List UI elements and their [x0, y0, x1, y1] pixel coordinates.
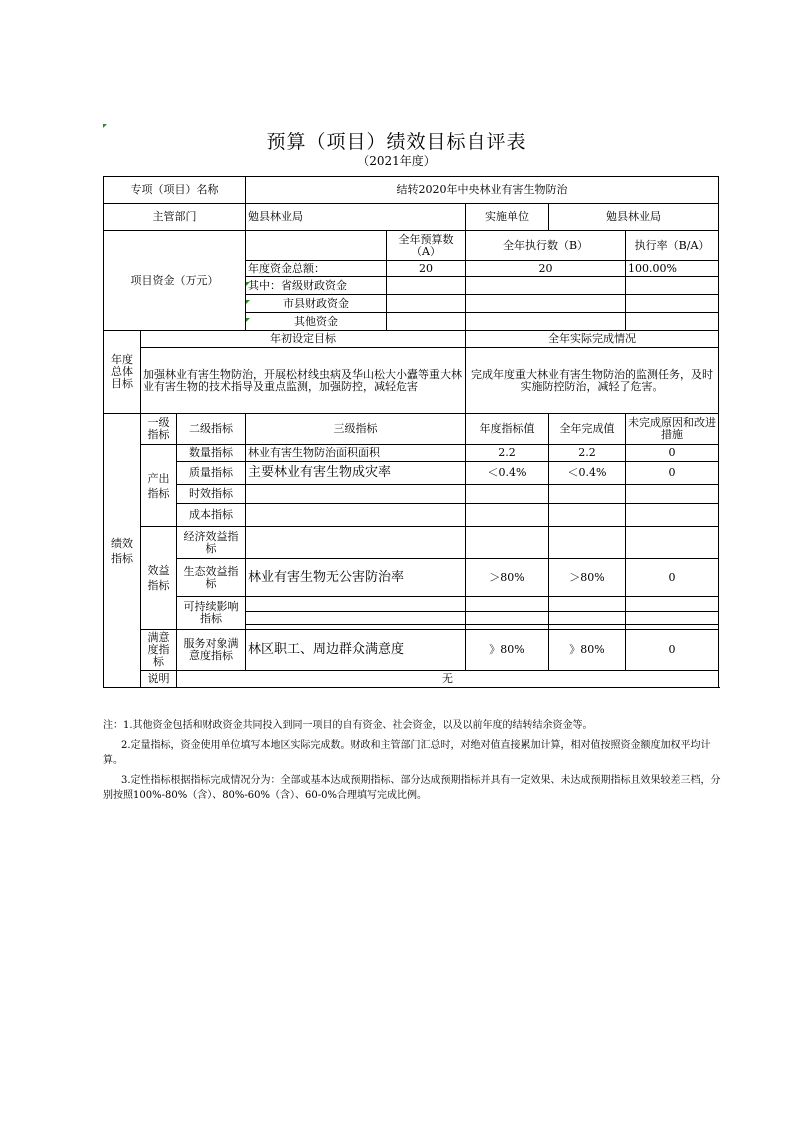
- empty-cell: [466, 277, 626, 295]
- ecological-reason: 0: [626, 559, 719, 597]
- dept-label: 主管部门: [104, 204, 246, 231]
- empty-cell: [387, 313, 466, 331]
- empty-cell: [549, 597, 626, 612]
- empty-cell: [626, 295, 719, 313]
- initial-goal-header: 年初设定目标: [141, 331, 466, 348]
- exec-rate-header: 执行率（B/A）: [626, 231, 719, 261]
- empty-cell: [246, 504, 466, 527]
- quality-actual: ＜0.4%: [549, 462, 626, 485]
- empty-cell: [246, 612, 466, 625]
- empty-cell: [549, 612, 626, 625]
- exec-b-header: 全年执行数（B）: [466, 231, 626, 261]
- empty-cell: [466, 612, 549, 625]
- exec-b-value: 20: [466, 261, 626, 277]
- service-reason: 0: [626, 630, 719, 671]
- empty-cell: [466, 527, 549, 559]
- ecological-label: 生态效益指标: [177, 559, 246, 597]
- city-funds-label: 市县财政资金: [246, 295, 387, 313]
- empty-cell: [626, 612, 719, 625]
- empty-cell: [549, 504, 626, 527]
- empty-cell: [466, 504, 549, 527]
- service-target: 》80%: [466, 630, 549, 671]
- explanation-value: 无: [177, 671, 719, 688]
- annual-target-header: 年度指标值: [466, 414, 549, 445]
- empty-cell: [549, 485, 626, 504]
- actual-value-header: 全年完成值: [549, 414, 626, 445]
- empty-cell: [246, 485, 466, 504]
- note-1: 注：1.其他资金包括和财政资金共同投入到同一项目的自有资金、社会资金，以及以前年度的结转结余资金等。: [103, 720, 593, 731]
- service-label: 服务对象满意度指标: [177, 630, 246, 671]
- budget-a-header: 全年预算数（A）: [387, 231, 466, 261]
- empty-cell: [626, 313, 719, 331]
- service-level3: 林区职工、周边群众满意度: [246, 630, 466, 671]
- empty-cell: [466, 295, 626, 313]
- quantity-label: 数量指标: [177, 445, 246, 462]
- page-title: 预算（项目）绩效目标自评表: [266, 131, 527, 153]
- note-3: 3.定性指标根据指标完成情况分为：全部或基本达成预期指标、部分达成预期指标并具有一定效果、未达成预期指标且效果较差三档，分别按照100%-80%（含）、80%-60%（含）、60-0%合理填写完成比例。: [103, 775, 721, 801]
- quality-label: 质量指标: [177, 462, 246, 485]
- benefit-indicators-label: 效益指标: [141, 527, 177, 630]
- prov-funds-label: 其中：省级财政资金: [246, 277, 387, 295]
- level1-header: 一级指标: [141, 414, 177, 445]
- satisfaction-indicators-label: 满意度指标: [141, 630, 177, 671]
- empty-cell: [626, 485, 719, 504]
- empty-cell: [246, 597, 466, 612]
- dept-value: 勉县林业局: [246, 204, 466, 231]
- annual-total-label: 年度资金总额：: [246, 261, 387, 277]
- empty-cell: [466, 313, 626, 331]
- quality-target: ＜0.4%: [466, 462, 549, 485]
- economic-label: 经济效益指标: [177, 527, 246, 559]
- cost-label: 成本指标: [177, 504, 246, 527]
- empty-cell: [466, 597, 549, 612]
- sustainable-label: 可持续影响指标: [177, 597, 246, 630]
- empty-cell: [549, 527, 626, 559]
- cell-mark-3: [246, 318, 250, 322]
- budget-a-value: 20: [387, 261, 466, 277]
- output-indicators-label: 产出指标: [141, 445, 177, 527]
- empty-cell: [626, 277, 719, 295]
- performance-indicators-label: 绩效指标: [104, 414, 141, 688]
- quantity-reason: 0: [626, 445, 719, 462]
- level2-header: 二级指标: [177, 414, 246, 445]
- empty-cell: [626, 527, 719, 559]
- quantity-actual: 2.2: [549, 445, 626, 462]
- quality-level3: 主要林业有害生物成灾率: [246, 462, 466, 485]
- footnotes: [103, 718, 723, 808]
- empty-cell: [387, 295, 466, 313]
- impl-unit-label: 实施单位: [466, 204, 549, 231]
- quantity-level3: 林业有害生物防治面积面积: [246, 445, 466, 462]
- funds-blank-cell: [246, 231, 387, 261]
- evaluation-table: [103, 176, 719, 688]
- ecological-actual: ＞80%: [549, 559, 626, 597]
- explanation-label: 说明: [141, 671, 177, 688]
- empty-cell: [246, 527, 466, 559]
- quality-reason: 0: [626, 462, 719, 485]
- initial-goal-text: 加强林业有害生物防治，开展松材线虫病及华山松大小蠹等重大林业有害生物的技术指导及重点监测，加强防控，减轻危害: [141, 348, 466, 414]
- empty-cell: [466, 485, 549, 504]
- ecological-level3: 林业有害生物无公害防治率: [246, 559, 466, 597]
- reason-header: 未完成原因和改进措施: [626, 414, 719, 445]
- service-actual: 》80%: [549, 630, 626, 671]
- impl-unit-value: 勉县林业局: [549, 204, 719, 231]
- other-funds-label: 其他资金: [246, 313, 387, 331]
- exec-rate-value: 100.00%: [626, 261, 719, 277]
- project-name-label: 专项（项目）名称: [104, 177, 246, 204]
- empty-cell: [626, 597, 719, 612]
- actual-completion-header: 全年实际完成情况: [466, 331, 719, 348]
- timeliness-label: 时效指标: [177, 485, 246, 504]
- quantity-target: 2.2: [466, 445, 549, 462]
- empty-cell: [387, 277, 466, 295]
- ecological-target: ＞80%: [466, 559, 549, 597]
- level3-header: 三级指标: [246, 414, 466, 445]
- empty-cell: [626, 504, 719, 527]
- cell-mark-2: [246, 300, 250, 304]
- annual-goal-label: 年度总体目标: [104, 331, 141, 414]
- cell-mark-1: [246, 282, 250, 286]
- project-name-value: 结转2020年中央林业有害生物防治: [246, 177, 719, 204]
- note-2: 2.定量指标，资金使用单位填写本地区实际完成数。财政和主管部门汇总时，对绝对值直接累加计算，相对值按照资金额度加权平均计算。: [103, 740, 711, 766]
- funds-label: 项目资金（万元）: [104, 231, 246, 331]
- actual-completion-text: 完成年度重大林业有害生物防治的监测任务，及时实施防控防治，减轻了危害。: [466, 348, 719, 414]
- page-subtitle: （2021年度）: [357, 154, 436, 168]
